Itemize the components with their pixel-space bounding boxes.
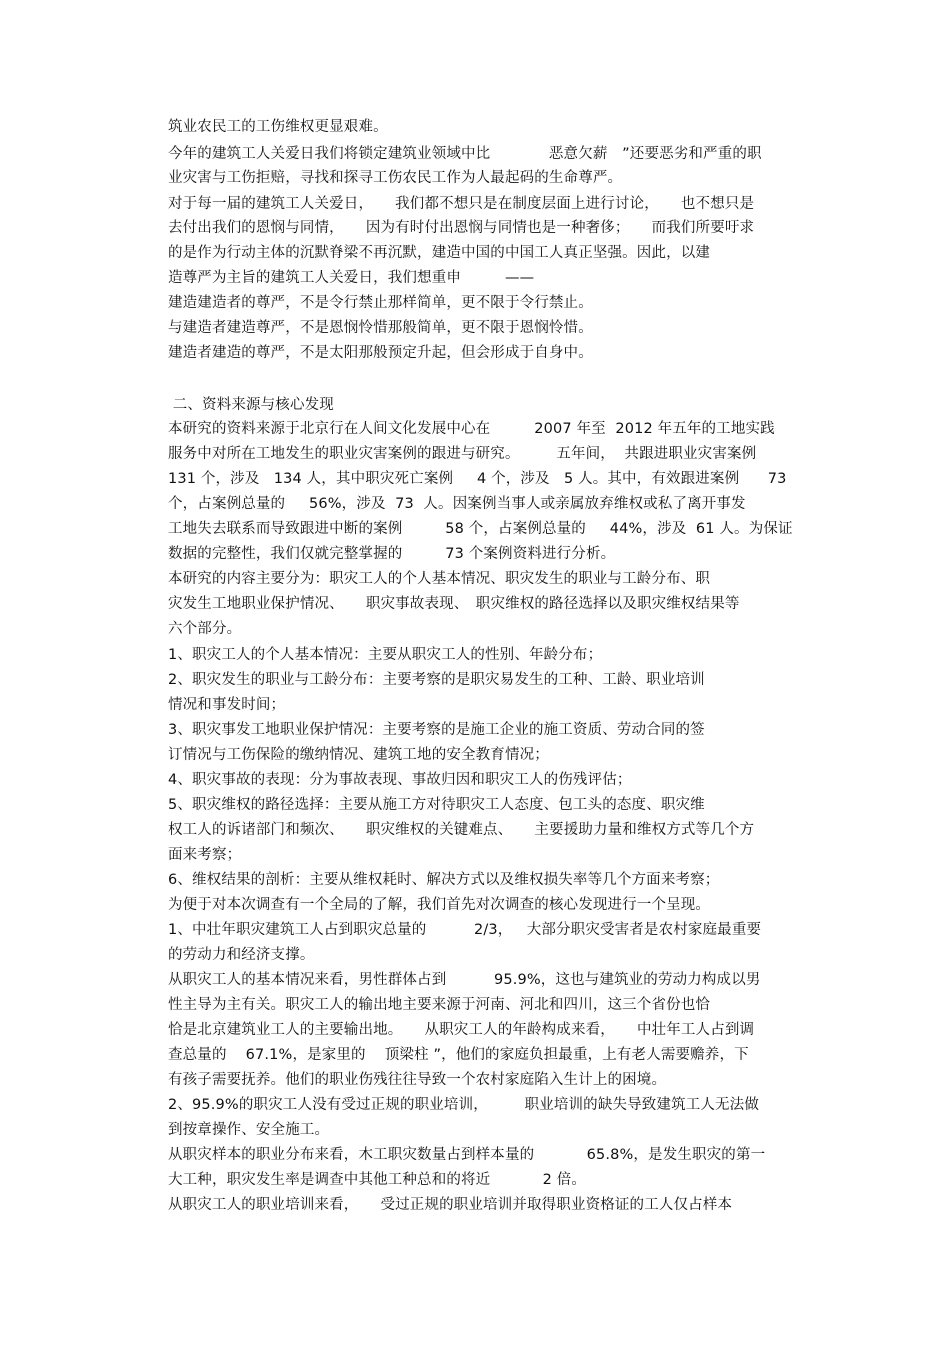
text-line: 本研究的资料来源于北京行在人间文化发展中心在 2007 年至 2012 年五年的工地实践 — [168, 421, 775, 437]
text-line: 查总量的 67.1%，是家里的 顶梁柱 ”，他们的家庭负担最重，上有老人需要赡养，下 — [168, 1047, 749, 1063]
list-item: 4、职灾事故的表现：分为事故表现、事故归因和职灾工人的伤残评估； — [168, 772, 632, 788]
text-line: 对于每一届的建筑工人关爱日， 我们都不想只是在制度层面上进行讨论， 也不想只是 — [168, 196, 755, 212]
text-line: 造尊严为主旨的建筑工人关爱日，我们想重申 —— — [168, 270, 535, 286]
list-item: 6、维权结果的剖析：主要从维权耗时、解决方式以及维权损失率等几个方面来考察； — [168, 872, 720, 888]
text-line: 建造建造者的尊严，不是令行禁止那样简单，更不限于令行禁止。 — [168, 295, 593, 311]
text-line: 恰是北京建筑业工人的主要输出地。 从职灾工人的年龄构成来看， 中壮年工人占到调 — [168, 1022, 755, 1038]
text-line: 工地失去联系而导致跟进中断的案例 58 个，占案例总量的 44%，涉及 61 人。为保证 — [168, 521, 793, 537]
text-line: 大工种，职灾发生率是调查中其他工种总和的将近 2 倍。 — [168, 1172, 587, 1188]
text-line: 到按章操作、安全施工。 — [168, 1122, 330, 1138]
list-item: 2、职灾发生的职业与工龄分布：主要考察的是职灾易发生的工种、工龄、职业培训 — [168, 672, 705, 688]
text-line: 本研究的内容主要分为：职灾工人的个人基本情况、职灾发生的职业与工龄分布、职 — [168, 571, 711, 587]
text-line: 筑业农民工的工伤维权更显艰难。 — [168, 119, 388, 135]
text-line: 六个部分。 — [168, 621, 242, 637]
list-item: 1、职灾工人的个人基本情况：主要从职灾工人的性别、年龄分布； — [168, 647, 603, 663]
text-line: 的劳动力和经济支撑。 — [168, 947, 315, 963]
text-line: 数据的完整性，我们仅就完整掌握的 73 个案例资料进行分析。 — [168, 546, 616, 562]
text-line: 订情况与工伤保险的缴纳情况、建筑工地的安全教育情况； — [168, 747, 549, 763]
list-item: 3、职灾事发工地职业保护情况：主要考察的是施工企业的施工资质、劳动合同的签 — [168, 722, 705, 738]
text-line: 131 个，涉及 134 人，其中职灾死亡案例 4 个，涉及 5 人。其中，有效跟进案例 73 — [168, 471, 787, 487]
text-line: 权工人的诉诸部门和频次、 职灾维权的关键难点、 主要援助力量和维权方式等几个方 — [168, 822, 755, 838]
text-line: 个，占案例总量的 56%，涉及 73 人。因案例当事人或亲属放弃维权或私了离开事发 — [168, 496, 746, 512]
list-item: 5、职灾维权的路径选择：主要从施工方对待职灾工人态度、包工头的态度、职灾维 — [168, 797, 705, 813]
section-heading: 二、资料来源与核心发现 — [168, 397, 334, 413]
text-line: 情况和事发时间； — [168, 697, 286, 713]
text-line: 为便于对本次调查有一个全局的了解，我们首先对次调查的核心发现进行一个呈现。 — [168, 897, 711, 913]
text-line: 的是作为行动主体的沉默脊梁不再沉默，建造中国的中国工人真正坚强。因此，以建 — [168, 245, 711, 261]
text-line: 服务中对所在工地发生的职业灾害案例的跟进与研究。 五年间， 共跟进职业灾害案例 — [168, 446, 757, 462]
text-line: 业灾害与工伤拒赔，寻找和探寻工伤农民工作为人最起码的生命尊严。 — [168, 170, 623, 186]
text-line: 与建造者建造尊严，不是恩悯怜惜那般简单，更不限于恩悯怜惜。 — [168, 320, 593, 336]
text-line: 去付出我们的恩悯与同情， 因为有时付出恩悯与同情也是一种奢侈； 而我们所要吁求 — [168, 220, 755, 236]
text-line: 从职灾工人的职业培训来看， 受过正规的职业培训并取得职业资格证的工人仅占样本 — [168, 1197, 733, 1213]
text-line: 今年的建筑工人关爱日我们将锁定建筑业领域中比 恶意欠薪 ”还要恶劣和严重的职 — [168, 146, 762, 162]
finding-heading: 2、95.9%的职灾工人没有受过正规的职业培训， 职业培训的缺失导致建筑工人无法做 — [168, 1097, 759, 1113]
text-line: 从职灾工人的基本情况来看，男性群体占到 95.9%，这也与建筑业的劳动力构成以男 — [168, 972, 761, 988]
finding-heading: 1、中壮年职灾建筑工人占到职灾总量的 2/3， 大部分职灾受害者是农村家庭最重要 — [168, 922, 762, 938]
text-line: 建造者建造的尊严，不是太阳那般预定升起，但会形成于自身中。 — [168, 345, 593, 361]
text-line: 灾发生工地职业保护情况、 职灾事故表现、 职灾维权的路径选择以及职灾维权结果等 — [168, 596, 740, 612]
text-line: 面来考察； — [168, 847, 242, 863]
text-line: 性主导为主有关。职灾工人的输出地主要来源于河南、河北和四川，这三个省份也恰 — [168, 997, 711, 1013]
text-line: 有孩子需要抚养。他们的职业伤残往往导致一个农村家庭陷入生计上的困境。 — [168, 1072, 667, 1088]
text-line: 从职灾样本的职业分布来看，木工职灾数量占到样本量的 65.8%，是发生职灾的第一 — [168, 1147, 766, 1163]
